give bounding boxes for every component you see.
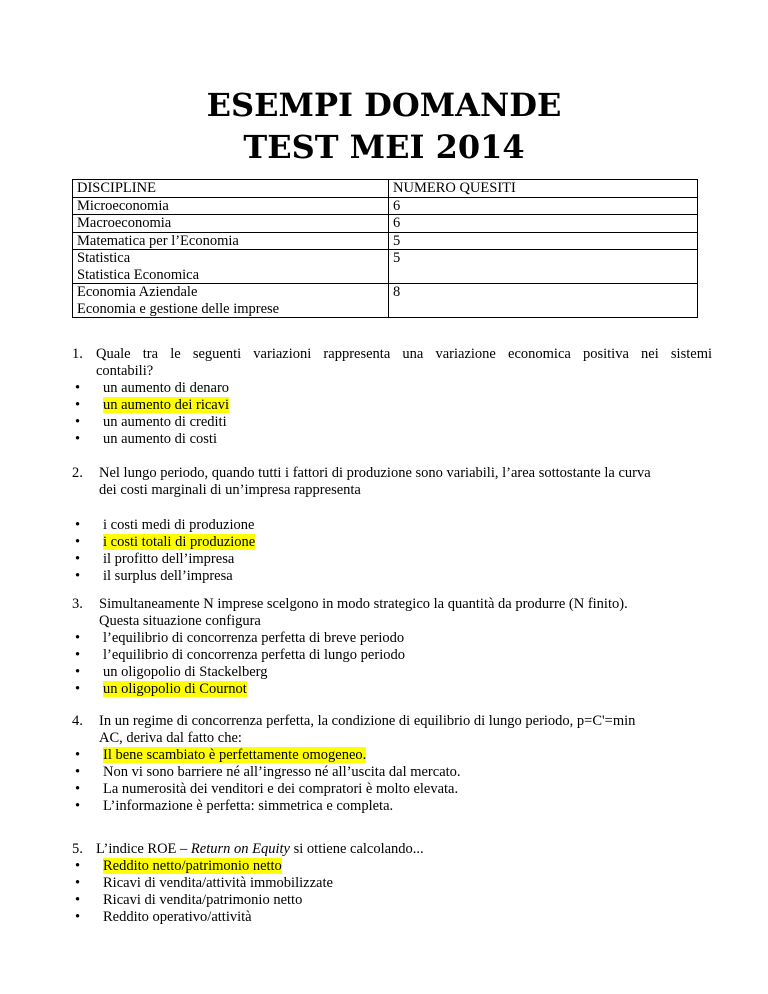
bullet-icon: •	[75, 781, 81, 797]
table-row	[73, 215, 698, 233]
header-disciplines: DISCIPLINE	[73, 180, 389, 198]
count-cell: 6	[389, 215, 698, 233]
table-row	[73, 197, 698, 215]
question-1	[72, 346, 712, 448]
bullet-icon: •	[75, 431, 81, 447]
option-item-highlighted: • un oligopolio di Cournot	[75, 681, 247, 697]
option-item: • La numerosità dei venditori e dei compratori è molto elevata.	[75, 781, 459, 797]
question-number: 3.	[72, 596, 83, 612]
options-list	[72, 380, 712, 448]
bullet-icon: •	[75, 909, 81, 925]
option-item-highlighted: • Il bene scambiato è perfettamente omogeneo.	[75, 747, 367, 763]
title-line-1: ESEMPI DOMANDE	[206, 86, 562, 124]
option-item-highlighted: • i costi totali di produzione	[75, 534, 256, 550]
count-cell: 8	[389, 284, 698, 318]
table-row	[73, 250, 698, 284]
question-5	[72, 841, 712, 926]
discipline-cell: Statistica Statistica Economica	[73, 250, 389, 284]
question-3	[72, 596, 712, 698]
question-stem: L’indice ROE – Return on Equity si ottiene calcolando...	[96, 841, 424, 857]
bullet-icon: •	[75, 747, 81, 763]
discipline-cell: Economia Aziendale Economia e gestione delle imprese	[73, 284, 389, 318]
discipline-cell: Macroeconomia	[73, 215, 389, 233]
option-item: • L’informazione è perfetta: simmetrica e completa.	[75, 798, 394, 814]
bullet-icon: •	[75, 647, 81, 663]
bullet-icon: •	[75, 551, 81, 567]
option-item: • un oligopolio di Stackelberg	[75, 664, 268, 680]
options-list	[72, 747, 712, 815]
count-cell: 6	[389, 197, 698, 215]
option-item: • un aumento di crediti	[75, 414, 227, 430]
count-cell: 5	[389, 232, 698, 250]
discipline-cell: Microeconomia	[73, 197, 389, 215]
table-row	[73, 284, 698, 318]
options-list	[72, 630, 712, 698]
bullet-icon: •	[75, 858, 81, 874]
options-list	[72, 517, 712, 585]
count-cell: 5	[389, 250, 698, 284]
bullet-icon: •	[75, 380, 81, 396]
option-item: • Ricavi di vendita/patrimonio netto	[75, 892, 303, 908]
question-number: 1.	[72, 346, 83, 362]
bullet-icon: •	[75, 764, 81, 780]
option-item: • i costi medi di produzione	[75, 517, 255, 533]
question-stem: Nel lungo periodo, quando tutti i fattori di produzione sono variabili, l’area sottostante la curva dei costi marginali di un’impresa rappresenta	[99, 465, 651, 498]
table-row	[73, 232, 698, 250]
question-stem: Quale tra le seguenti variazioni rappresenta una variazione economica positiva nei sistemi contabili?	[96, 346, 712, 379]
question-number: 5.	[72, 841, 83, 857]
question-stem: Simultaneamente N imprese scelgono in modo strategico la quantità da produrre (N finito). Questa situazione configura	[99, 596, 628, 629]
question-stem: In un regime di concorrenza perfetta, la condizione di equilibrio di lungo periodo, p=C'=min AC, deriva dal fatto che:	[99, 713, 636, 746]
option-item: • l’equilibrio di concorrenza perfetta di breve periodo	[75, 630, 405, 646]
roe-italic: Return on Equity	[190, 841, 290, 857]
question-4	[72, 713, 712, 815]
question-number: 4.	[72, 713, 83, 729]
discipline-cell: Matematica per l’Economia	[73, 232, 389, 250]
options-list	[72, 858, 712, 926]
bullet-icon: •	[75, 664, 81, 680]
page-title	[0, 84, 768, 168]
question-number: 2.	[72, 465, 83, 481]
option-item-highlighted: • Reddito netto/patrimonio netto	[75, 858, 282, 874]
bullet-icon: •	[75, 568, 81, 584]
option-item: • l’equilibrio di concorrenza perfetta di lungo periodo	[75, 647, 405, 663]
table-header-row	[73, 180, 698, 198]
bullet-icon: •	[75, 798, 81, 814]
option-item: • il surplus dell’impresa	[75, 568, 233, 584]
header-count: NUMERO QUESITI	[389, 180, 698, 198]
bullet-icon: •	[75, 875, 81, 891]
option-item: • Non vi sono barriere né all’ingresso né all’uscita dal mercato.	[75, 764, 461, 780]
bullet-icon: •	[75, 414, 81, 430]
bullet-icon: •	[75, 630, 81, 646]
option-item: • un aumento di costi	[75, 431, 217, 447]
question-2	[72, 465, 712, 585]
option-item: • il profitto dell’impresa	[75, 551, 235, 567]
bullet-icon: •	[75, 892, 81, 908]
bullet-icon: •	[75, 397, 81, 413]
disciplines-table	[72, 179, 698, 318]
bullet-icon: •	[75, 517, 81, 533]
bullet-icon: •	[75, 534, 81, 550]
bullet-icon: •	[75, 681, 81, 697]
option-item: • un aumento di denaro	[75, 380, 230, 396]
title-line-2: TEST MEI 2014	[243, 128, 525, 166]
option-item: • Reddito operativo/attività	[75, 909, 252, 925]
option-item: • Ricavi di vendita/attività immobilizzate	[75, 875, 333, 891]
option-item-highlighted: • un aumento dei ricavi	[75, 397, 230, 413]
